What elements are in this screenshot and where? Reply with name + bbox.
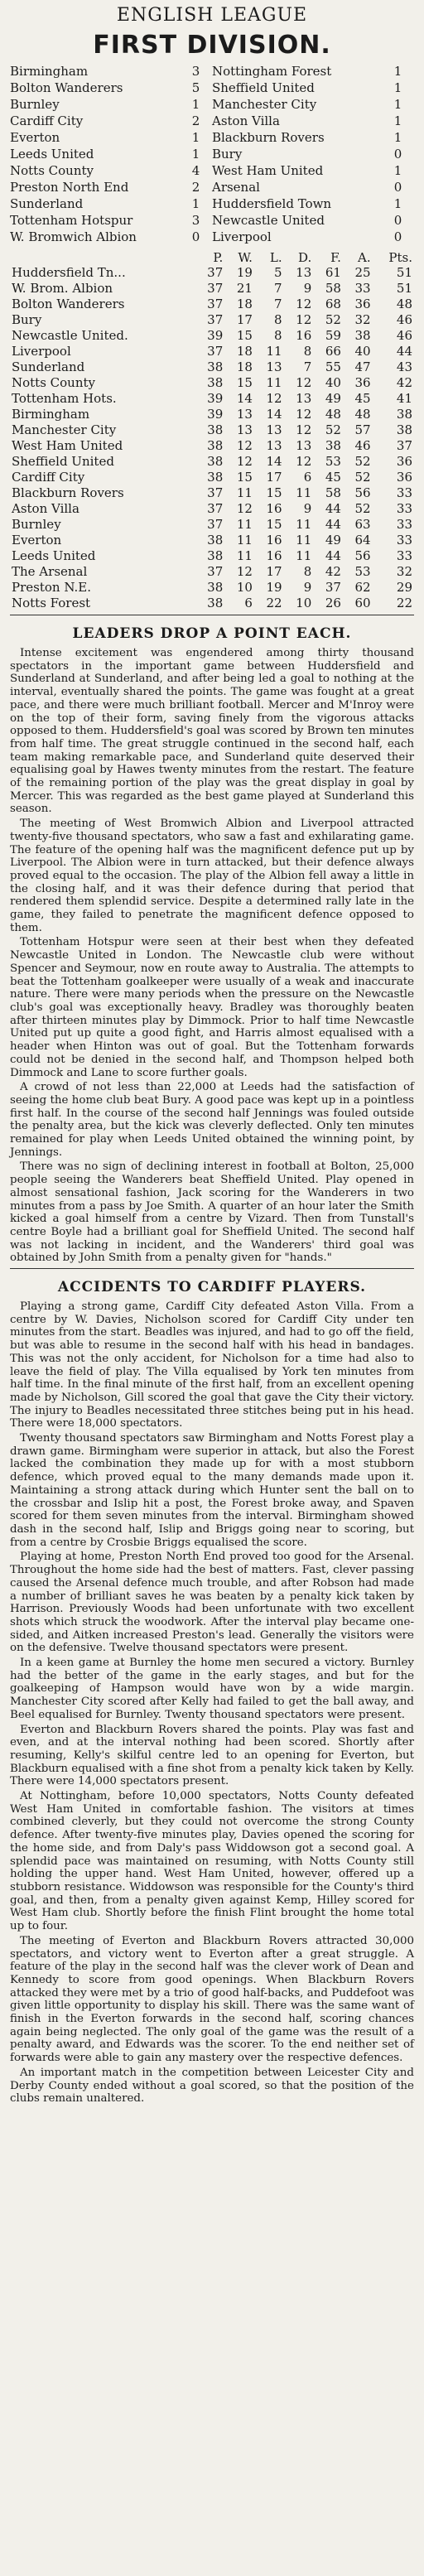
league-cell-pts: 51 xyxy=(396,281,412,296)
league-cell-l: 12 xyxy=(266,391,282,406)
result-row xyxy=(10,162,414,179)
league-cell-a: 60 xyxy=(354,596,371,610)
league-cell-w: 11 xyxy=(236,533,253,548)
result-row xyxy=(10,96,414,113)
league-cell-d: 9 xyxy=(303,580,312,595)
league-table-header xyxy=(10,250,414,265)
league-cell-w: 15 xyxy=(236,328,253,343)
league-cell-f: 53 xyxy=(325,454,341,469)
league-cell-d: 9 xyxy=(303,281,312,296)
article-paragraph: Twenty thousand spectators saw Birmingham and Notts Forest play a drawn game. Birmingham were superior in attack, but also the Forest lacked the combination they made up for with a most stubborn defence, which proved equal to the many demands made upon it. Maintaining a strong attack during which Hunter sent the ball on to the crossbar and Islip hit a post, the Forest broke away, and Spaven scored for them seven minutes from the interval. Birmingham showed dash in the second half, Islip and Briggs going near to scoring, but from a centre by Crosbie Briggs equalised the score. xyxy=(10,1432,414,1549)
article-paragraph: An important match in the competition between Leicester City and Derby County ended without a goal scored, so that the position of the clubs remain unaltered. xyxy=(10,2066,414,2106)
league-cell-team: Blackburn Rovers xyxy=(12,485,124,500)
league-table-header-l: L. xyxy=(269,250,282,265)
league-cell-p: 37 xyxy=(207,312,224,327)
article-paragraph: Playing a strong game, Cardiff City defeated Aston Villa. From a centre by W. Davies, Nicholson scored for Cardiff City under ten minutes from the start. Beadles was injured, and had to go off the field, but was able to resume in the second half with his head in bandages. This was not the only accident, for Nicholson for a time had also to leave the field of play. The Villa equalised by York ten minutes from half time. In the final minute of the first half, from an excellent opening made by Nicholson, Gill scored the goal that gave the City their victory. The injury to Beadles necessitated three stitches being put in his head. There were 18,000 spectators. xyxy=(10,1300,414,1430)
league-cell-l: 15 xyxy=(266,517,282,532)
league-cell-pts: 38 xyxy=(396,422,412,437)
league-cell-d: 13 xyxy=(296,391,312,406)
newspaper-page xyxy=(10,0,414,2106)
league-table-row xyxy=(10,407,414,422)
league-cell-pts: 46 xyxy=(396,328,412,343)
result-away-team: Sheffield United xyxy=(211,80,315,95)
result-row xyxy=(10,179,414,195)
league-cell-a: 52 xyxy=(354,501,371,516)
result-home-team: Notts County xyxy=(10,163,94,178)
league-table-header-team xyxy=(10,250,195,265)
league-cell-d: 12 xyxy=(296,407,312,422)
league-cell-a: 62 xyxy=(354,580,371,595)
league-cell-f: 37 xyxy=(325,580,341,595)
division-heading: FIRST DIVISION. xyxy=(93,31,331,60)
league-cell-a: 52 xyxy=(354,470,371,485)
league-cell-p: 38 xyxy=(207,375,224,390)
league-cell-p: 37 xyxy=(207,517,224,532)
league-cell-f: 55 xyxy=(325,359,341,374)
result-away-score: 1 xyxy=(393,163,402,178)
results-table xyxy=(10,63,414,245)
league-cell-pts: 36 xyxy=(396,470,412,485)
league-cell-f: 38 xyxy=(325,438,341,453)
league-cell-team: Notts Forest xyxy=(12,596,91,610)
article-paragraph: At Nottingham, before 10,000 spectators, Notts County defeated West Ham United in comfortable fashion. The visitors at times combined cleverly, but they could not overcome the strong County defence. After twenty-five minutes play, Davies opened the scoring for the home side, and from Daly's pass Widdowson got a second goal. A splendid pace was maintained on resuming, with Notts County still holding the upper hand. West Ham United, however, offered up a stubborn resistance. Widdowson was responsible for the County's third goal, and then, from a penalty given against Kemp, Hilley scored for West Ham club. Shortly before the finish Flint brought the home total up to four. xyxy=(10,1790,414,1933)
league-cell-w: 11 xyxy=(236,485,253,500)
league-cell-d: 8 xyxy=(303,344,312,359)
league-cell-l: 16 xyxy=(266,548,282,563)
league-cell-l: 14 xyxy=(266,454,282,469)
league-cell-w: 15 xyxy=(236,375,253,390)
result-away-score: 1 xyxy=(393,64,402,79)
league-cell-d: 11 xyxy=(296,517,312,532)
league-cell-p: 37 xyxy=(207,485,224,500)
league-table xyxy=(10,250,414,611)
result-away-score: 0 xyxy=(393,147,402,162)
result-home-team: Burnley xyxy=(10,97,60,112)
league-cell-team: The Arsenal xyxy=(12,564,88,579)
league-cell-f: 44 xyxy=(325,501,341,516)
league-cell-team: Aston Villa xyxy=(12,501,80,516)
result-home-score: 3 xyxy=(191,213,200,228)
league-cell-pts: 48 xyxy=(396,297,412,311)
league-cell-w: 11 xyxy=(236,517,253,532)
league-cell-f: 42 xyxy=(325,564,341,579)
result-home-team: Bolton Wanderers xyxy=(10,80,123,95)
league-table-row xyxy=(10,438,414,454)
league-cell-w: 18 xyxy=(236,297,253,311)
league-cell-p: 38 xyxy=(207,422,224,437)
league-cell-team: Burnley xyxy=(12,517,61,532)
league-cell-d: 13 xyxy=(296,438,312,453)
league-cell-team: Bolton Wanderers xyxy=(12,297,125,311)
league-cell-f: 58 xyxy=(325,281,341,296)
league-cell-f: 48 xyxy=(325,407,341,422)
league-table-row xyxy=(10,548,414,564)
league-cell-team: Leeds United xyxy=(12,548,96,563)
article-leaders-title: LEADERS DROP A POINT EACH. xyxy=(72,625,352,642)
league-cell-p: 38 xyxy=(207,438,224,453)
league-cell-p: 39 xyxy=(207,391,224,406)
league-cell-d: 12 xyxy=(296,422,312,437)
league-cell-w: 13 xyxy=(236,422,253,437)
league-table-header-a: A. xyxy=(358,250,371,265)
league-cell-w: 6 xyxy=(244,596,253,610)
league-cell-pts: 44 xyxy=(396,344,412,359)
league-table-header-f: F. xyxy=(330,250,341,265)
article-paragraph: There was no sign of declining interest in football at Bolton, 25,000 people seeing the Wanderers beat Sheffield United. Play opened in almost sensational fashion, Jack scoring for the Wanderers in two minutes from a pass by Joe Smith. A quarter of an hour later the Smith kicked a goal himself from a centre by Vizard. Then from Tunstall's centre Boyle had a brilliant goal for Sheffield United. The second half was not lacking in incident, and the Wanderers' third goal was obtained by John Smith from a penalty given for "hands." xyxy=(10,1160,414,1265)
league-cell-team: Notts County xyxy=(12,375,96,390)
league-cell-p: 37 xyxy=(207,281,224,296)
league-cell-pts: 22 xyxy=(396,596,412,610)
league-cell-l: 17 xyxy=(266,470,282,485)
league-cell-w: 14 xyxy=(236,391,253,406)
league-cell-p: 38 xyxy=(207,359,224,374)
result-home-team: Leeds United xyxy=(10,147,94,162)
result-home-score: 1 xyxy=(191,130,200,145)
league-cell-a: 33 xyxy=(354,281,371,296)
league-cell-l: 7 xyxy=(274,297,282,311)
league-table-row xyxy=(10,470,414,485)
result-away-team: Nottingham Forest xyxy=(211,64,332,79)
result-row xyxy=(10,212,414,229)
league-cell-team: West Ham United xyxy=(12,438,123,453)
league-cell-pts: 51 xyxy=(396,265,412,280)
league-cell-pts: 43 xyxy=(396,359,412,374)
article-paragraph: Playing at home, Preston North End proved too good for the Arsenal. Throughout the home side had the best of matters. Fast, clever passing caused the Arsenal defence much trouble, and after Robson had made a number of brilliant saves he was beaten by a penalty kick taken by Harrison. Previously Woods had been unfortunate with two excellent shots which struck the woodwork. After the interval play became one-sided, and Aitken increased Preston's lead. Generally the visitors were on the defensive. Twelve thousand spectators were present. xyxy=(10,1551,414,1655)
league-cell-p: 38 xyxy=(207,596,224,610)
league-cell-w: 12 xyxy=(236,438,253,453)
league-cell-p: 37 xyxy=(207,564,224,579)
league-cell-d: 11 xyxy=(296,548,312,563)
league-cell-l: 11 xyxy=(266,375,282,390)
result-row xyxy=(10,146,414,162)
league-heading: ENGLISH LEAGUE xyxy=(116,5,308,26)
league-table-row xyxy=(10,328,414,344)
league-cell-pts: 33 xyxy=(396,501,412,516)
league-table-row xyxy=(10,596,414,611)
league-cell-a: 46 xyxy=(354,438,371,453)
league-cell-l: 8 xyxy=(274,328,282,343)
result-home-team: Preston North End xyxy=(10,180,129,195)
result-home-score: 3 xyxy=(191,64,200,79)
league-cell-w: 15 xyxy=(236,470,253,485)
result-home-team: Sunderland xyxy=(10,196,84,211)
league-cell-p: 39 xyxy=(207,328,224,343)
article-cardiff-body xyxy=(10,1300,414,2106)
league-cell-f: 49 xyxy=(325,391,341,406)
result-away-team: Bury xyxy=(211,147,243,162)
league-table-row xyxy=(10,359,414,375)
league-cell-f: 44 xyxy=(325,517,341,532)
league-cell-p: 37 xyxy=(207,265,224,280)
league-cell-pts: 33 xyxy=(396,533,412,548)
article-paragraph: Intense excitement was engendered among thirty thousand spectators in the important game between Huddersfield and Sunderland at Sunderland, and after being led a goal to nothing at the interval, eventually shared the points. The game was fought at a great pace, and there were much brilliant football. Mercer and M'Inroy were on the top of their form, saving finely from the vigorous attacks opposed to them. Huddersfield's goal was scored by Brown ten minutes from half time. The great struggle continued in the second half, each team making remarkable pace, and Sunderland quite deserved their equalising goal by Hawes twenty minutes from the restart. The feature of the remaining portion of the play was the great display in goal by Mercer. This was regarded as the best game played at Sunderland this season. xyxy=(10,647,414,816)
article-paragraph: The meeting of Everton and Blackburn Rovers attracted 30,000 spectators, and victory went to Everton after a great struggle. A feature of the play in the second half was the clever work of Dean and Kennedy to score from good openings. When Blackburn Rovers attacked they were met by a trio of good half-backs, and Puddefoot was given little opportunity to display his skill. There was the same want of finish in the Everton forwards in the second half, scoring chances again being neglected. The only goal of the game was the result of a penalty award, and Edwards was the scorer. To the end neither set of forwards were able to gain any mastery over the respective defences. xyxy=(10,1934,414,2065)
league-cell-a: 40 xyxy=(354,344,371,359)
league-cell-a: 32 xyxy=(354,312,371,327)
result-home-score: 2 xyxy=(191,180,200,195)
league-cell-w: 12 xyxy=(236,564,253,579)
league-cell-team: Everton xyxy=(12,533,62,548)
league-table-row xyxy=(10,281,414,297)
league-table-header-w: W. xyxy=(238,250,253,265)
league-cell-a: 36 xyxy=(354,297,371,311)
article-leaders-body xyxy=(10,647,414,1265)
league-cell-team: Sunderland xyxy=(12,359,85,374)
league-cell-a: 45 xyxy=(354,391,371,406)
league-cell-l: 16 xyxy=(266,533,282,548)
league-cell-w: 17 xyxy=(236,312,253,327)
result-away-team: Arsenal xyxy=(211,180,260,195)
league-cell-f: 52 xyxy=(325,312,341,327)
league-cell-l: 22 xyxy=(266,596,282,610)
league-cell-pts: 38 xyxy=(396,407,412,422)
league-cell-l: 11 xyxy=(266,344,282,359)
league-cell-pts: 33 xyxy=(396,517,412,532)
league-table-row xyxy=(10,564,414,580)
result-row xyxy=(10,195,414,212)
league-cell-f: 45 xyxy=(325,470,341,485)
league-table-row xyxy=(10,454,414,470)
league-cell-team: W. Brom. Albion xyxy=(12,281,113,296)
result-home-team: W. Bromwich Albion xyxy=(10,229,137,244)
league-cell-d: 13 xyxy=(296,265,312,280)
league-cell-p: 38 xyxy=(207,580,224,595)
league-cell-pts: 37 xyxy=(396,438,412,453)
result-row xyxy=(10,113,414,129)
result-away-score: 1 xyxy=(393,97,402,112)
league-cell-f: 52 xyxy=(325,422,341,437)
league-cell-w: 18 xyxy=(236,359,253,374)
league-cell-d: 6 xyxy=(303,470,312,485)
league-cell-f: 44 xyxy=(325,548,341,563)
league-cell-team: Liverpool xyxy=(12,344,71,359)
result-home-team: Birmingham xyxy=(10,64,89,79)
league-cell-l: 17 xyxy=(266,564,282,579)
article-paragraph: In a keen game at Burnley the home men secured a victory. Burnley had the better of the game in the early stages, and but for the goalkeeping of Hampson would have won by a wide margin. Manchester City scored after Kelly had failed to get the ball away, and Beel equalised for Burnley. Twenty thousand spectators were present. xyxy=(10,1657,414,1721)
league-cell-w: 19 xyxy=(236,265,253,280)
league-cell-pts: 36 xyxy=(396,454,412,469)
result-row xyxy=(10,80,414,96)
league-table-row xyxy=(10,517,414,533)
result-away-score: 1 xyxy=(393,196,402,211)
league-table-row xyxy=(10,375,414,391)
result-away-score: 1 xyxy=(393,113,402,128)
article-paragraph: Everton and Blackburn Rovers shared the points. Play was fast and even, and at the interval nothing had been scored. Shortly after resuming, Kelly's skilful centre led to an opening for Everton, but Blackburn equalised with a fine shot from a penalty kick taken by Kelly. There were 14,000 spectators present. xyxy=(10,1723,414,1788)
league-cell-a: 38 xyxy=(354,328,371,343)
league-cell-f: 40 xyxy=(325,375,341,390)
result-home-score: 0 xyxy=(191,229,200,244)
league-cell-team: Bury xyxy=(12,312,42,327)
league-cell-team: Cardiff City xyxy=(12,470,85,485)
result-home-score: 4 xyxy=(191,163,200,178)
result-away-team: Huddersfield Town xyxy=(211,196,332,211)
result-away-team: Newcastle United xyxy=(211,213,325,228)
league-cell-pts: 42 xyxy=(396,375,412,390)
article-cardiff-title: ACCIDENTS TO CARDIFF PLAYERS. xyxy=(57,1279,367,1296)
result-away-team: Manchester City xyxy=(211,97,317,112)
league-cell-l: 5 xyxy=(274,265,282,280)
league-cell-p: 37 xyxy=(207,344,224,359)
league-cell-d: 12 xyxy=(296,375,312,390)
result-home-team: Tottenham Hotspur xyxy=(10,213,133,228)
league-cell-f: 66 xyxy=(325,344,341,359)
league-cell-team: Manchester City xyxy=(12,422,117,437)
league-cell-p: 39 xyxy=(207,407,224,422)
league-cell-l: 7 xyxy=(274,281,282,296)
league-cell-l: 16 xyxy=(266,501,282,516)
league-cell-d: 9 xyxy=(303,501,312,516)
league-cell-p: 38 xyxy=(207,454,224,469)
league-cell-d: 8 xyxy=(303,564,312,579)
league-cell-team: Tottenham Hots. xyxy=(12,391,117,406)
league-cell-pts: 32 xyxy=(396,564,412,579)
result-away-score: 1 xyxy=(393,80,402,95)
result-away-score: 0 xyxy=(393,229,402,244)
article-paragraph: A crowd of not less than 22,000 at Leeds had the satisfaction of seeing the home club beat Bury. A good pace was kept up in a pointless first half. In the course of the second half Jennings was fouled outside the penalty area, but the kick was cleverly deflected. Only ten minutes remained for play when Leeds United obtained the winning point, by Jennings. xyxy=(10,1081,414,1159)
league-cell-l: 8 xyxy=(274,312,282,327)
league-cell-w: 12 xyxy=(236,454,253,469)
league-cell-a: 57 xyxy=(354,422,371,437)
league-table-row xyxy=(10,297,414,312)
league-cell-d: 12 xyxy=(296,297,312,311)
league-cell-f: 26 xyxy=(325,596,341,610)
league-cell-team: Huddersfield Tn... xyxy=(12,265,126,280)
league-cell-team: Sheffield United xyxy=(12,454,114,469)
league-cell-d: 10 xyxy=(296,596,312,610)
league-cell-w: 18 xyxy=(236,344,253,359)
league-cell-f: 58 xyxy=(325,485,341,500)
article-paragraph: Tottenham Hotspur were seen at their best when they defeated Newcastle United in London. The Newcastle club were without Spencer and Seymour, now en route away to Australia. The attempts to beat the Tottenham goalkeeper were usually of a weak and inaccurate nature. There were many periods when the pressure on the Newcastle club's goal was exceptionally heavy. Bradley was thoroughly beaten after thirteen minutes play by Dimmock. Prior to half time Newcastle United put up quite a good fight, and Harris almost equalised with a header when Hinton was out of goal. But the Tottenham forwards could not be denied in the second half, and Thompson helped both Dimmock and Lane to score further goals. xyxy=(10,936,414,1079)
league-table-row xyxy=(10,391,414,407)
league-cell-w: 10 xyxy=(236,580,253,595)
league-cell-d: 12 xyxy=(296,454,312,469)
league-table-row xyxy=(10,501,414,517)
result-away-score: 0 xyxy=(393,180,402,195)
league-cell-w: 11 xyxy=(236,548,253,563)
league-table-row xyxy=(10,580,414,596)
league-cell-p: 38 xyxy=(207,533,224,548)
result-home-score: 2 xyxy=(191,113,200,128)
league-cell-p: 38 xyxy=(207,548,224,563)
divider xyxy=(10,1268,414,1269)
result-home-team: Cardiff City xyxy=(10,113,84,128)
result-away-team: Aston Villa xyxy=(211,113,280,128)
league-cell-d: 7 xyxy=(303,359,312,374)
result-home-score: 1 xyxy=(191,147,200,162)
league-cell-d: 16 xyxy=(296,328,312,343)
league-cell-p: 38 xyxy=(207,470,224,485)
league-cell-d: 11 xyxy=(296,533,312,548)
league-table-header-d: D. xyxy=(298,250,312,265)
league-cell-w: 13 xyxy=(236,407,253,422)
league-cell-w: 21 xyxy=(236,281,253,296)
league-cell-a: 25 xyxy=(354,265,371,280)
result-home-score: 1 xyxy=(191,97,200,112)
league-cell-l: 13 xyxy=(266,422,282,437)
result-home-score: 5 xyxy=(191,80,200,95)
league-cell-p: 37 xyxy=(207,297,224,311)
league-cell-f: 68 xyxy=(325,297,341,311)
league-table-row xyxy=(10,485,414,501)
result-row xyxy=(10,63,414,80)
result-away-team: Blackburn Rovers xyxy=(211,130,325,145)
league-cell-d: 12 xyxy=(296,312,312,327)
league-cell-a: 56 xyxy=(354,485,371,500)
league-cell-l: 14 xyxy=(266,407,282,422)
result-home-score: 1 xyxy=(191,196,200,211)
league-cell-l: 13 xyxy=(266,359,282,374)
league-cell-pts: 33 xyxy=(396,485,412,500)
league-table-row xyxy=(10,422,414,438)
league-cell-f: 59 xyxy=(325,328,341,343)
league-table-row xyxy=(10,312,414,328)
result-away-score: 1 xyxy=(393,130,402,145)
league-cell-l: 15 xyxy=(266,485,282,500)
league-cell-pts: 46 xyxy=(396,312,412,327)
league-cell-a: 48 xyxy=(354,407,371,422)
league-cell-pts: 33 xyxy=(396,548,412,563)
result-row xyxy=(10,229,414,245)
league-cell-pts: 41 xyxy=(396,391,412,406)
league-table-header-pts: Pts. xyxy=(388,250,412,265)
league-cell-a: 36 xyxy=(354,375,371,390)
result-row xyxy=(10,129,414,146)
league-cell-pts: 29 xyxy=(396,580,412,595)
article-paragraph: The meeting of West Bromwich Albion and Liverpool attracted twenty-five thousand spectators, who saw a fast and exhilarating game. The feature of the opening half was the magnificent defence put up by Liverpool. The Albion were in turn attacked, but their defence always proved equal to the occasion. The play of the Albion fell away a little in the closing half, and it was their defence during that period that rendered them splendid service. Despite a determined rally late in the game, they failed to penetrate the magnificent defence opposed to them. xyxy=(10,818,414,934)
league-table-row xyxy=(10,265,414,281)
league-cell-team: Preston N.E. xyxy=(12,580,91,595)
league-table-row xyxy=(10,344,414,359)
league-table-header-p: P. xyxy=(213,250,224,265)
league-cell-a: 63 xyxy=(354,517,371,532)
league-cell-team: Newcastle United. xyxy=(12,328,128,343)
league-cell-f: 49 xyxy=(325,533,341,548)
league-cell-w: 12 xyxy=(236,501,253,516)
league-cell-a: 64 xyxy=(354,533,371,548)
result-away-team: Liverpool xyxy=(211,229,272,244)
league-cell-a: 52 xyxy=(354,454,371,469)
result-home-team: Everton xyxy=(10,130,60,145)
league-cell-l: 13 xyxy=(266,438,282,453)
league-cell-l: 19 xyxy=(266,580,282,595)
league-cell-d: 11 xyxy=(296,485,312,500)
league-cell-team: Birmingham xyxy=(12,407,90,422)
league-cell-f: 61 xyxy=(325,265,341,280)
league-cell-a: 47 xyxy=(354,359,371,374)
league-cell-a: 53 xyxy=(354,564,371,579)
result-away-team: West Ham United xyxy=(211,163,324,178)
league-cell-a: 56 xyxy=(354,548,371,563)
result-away-score: 0 xyxy=(393,213,402,228)
league-table-row xyxy=(10,533,414,548)
league-cell-p: 37 xyxy=(207,501,224,516)
